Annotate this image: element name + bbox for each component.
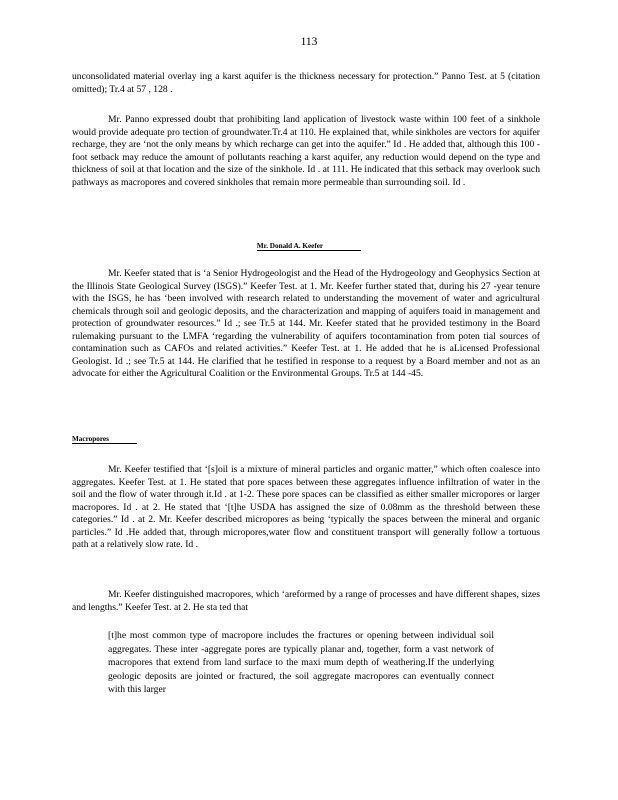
subsection-heading-macropores-text: Macropores: [72, 435, 137, 444]
paragraph-panno-continued: unconsolidated material overlay ing a karst aquifer is the thickness necessary for protection.” Panno Test. at 5 (citation omitted); Tr.4 at 57 , 128 .: [72, 71, 540, 95]
section-heading-keefer-text: Mr. Donald A. Keefer: [257, 242, 361, 251]
subsection-heading-macropores: [72, 435, 137, 443]
paragraph-panno-setback: Mr. Panno expressed doubt that prohibiting land application of livestock waste within 100 feet of a sinkhole would provide adequate pro tection of groundwater.Tr.4 at 110. He explained that, while sinkholes are vectors for aquifer recharge, they are ‘not the only means by which recharge can get into the aquifer.” Id . He added that, although this 100 -foot setback may reduce the amount of pollutants reaching a karst aquifer, any reduction would depend on the type and thickness of soil at that location and the size of the sinkhole. Id . at 111. He indicated that this setback may overlook such pathways as macropores and covered sinkholes that remain more permeable than surrounding soil. Id .: [72, 114, 540, 188]
page-number: 113: [300, 36, 318, 48]
paragraph-keefer-background: Mr. Keefer stated that is ‘a Senior Hydrogeologist and the Head of the Hydrogeology and Geophysics Section at the Illinois State Geological Survey (ISGS).” Keefer Test. at 1. Mr. Keefer further stated that, during his 27 -year tenure with the ISGS, he has ‘been involved with research related to understanding the movement of water and agricultural chemicals through soil and geologic deposits, and the characterization and mapping of aquifers toaid in management and protection of groundwater resources.” Id .; see Tr.5 at 144. Mr. Keefer stated that he provided testimony in the Board rulemaking pursuant to the LMFA ‘regarding the vulnerability of aquifers tocontamination from poten tial sources of contamination such as CAFOs and related activities.” Keefer Test. at 1. He added that he is aLicensed Professional Geologist. Id .; see Tr.5 at 144. He clarified that he testified in response to a request by a Board member and not as an advocate for either the Agricultural Coalition or the Environmental Groups. Tr.5 at 144 -45.: [72, 268, 540, 379]
paragraph-keefer-macropores: Mr. Keefer distinguished macropores, which ‘areformed by a range of processes and have different shapes, sizes and lengths.” Keefer Test. at 2. He sta ted that: [72, 589, 540, 613]
section-heading-keefer: [0, 242, 618, 250]
paragraph-keefer-soil: Mr. Keefer testified that ‘[s]oil is a mixture of mineral particles and organic matter,” which often coalesce into aggregates. Keefer Test. at 1. He stated that pore spaces between these aggregates influence infiltration of water in the soil and the flow of water through it.Id . at 1-2. These pore spaces can be classified as either smaller micropores or larger macropores. Id . at 2. He stated that ‘[t]he USDA has assigned the size of 0.08mm as the threshold between these categories.” Id . at 2. Mr. Keefer described micropores as being ‘typically the spaces between the mineral and organic particles.” Id .He added that, through micropores,water flow and constituent transport will generally follow a tortuous path at a relatively slow rate. Id .: [72, 464, 540, 550]
block-quote-macropores: [t]he most common type of macropore includes the fractures or opening between individual soil aggregates. These inter -aggregate pores are typically planar and, together, form a vast network of macropores that extend from land surface to the maxi mum depth of weathering.If the underlying geologic deposits are jointed or fractured, the soil aggregate macropores can eventually connect with this larger: [108, 630, 494, 695]
